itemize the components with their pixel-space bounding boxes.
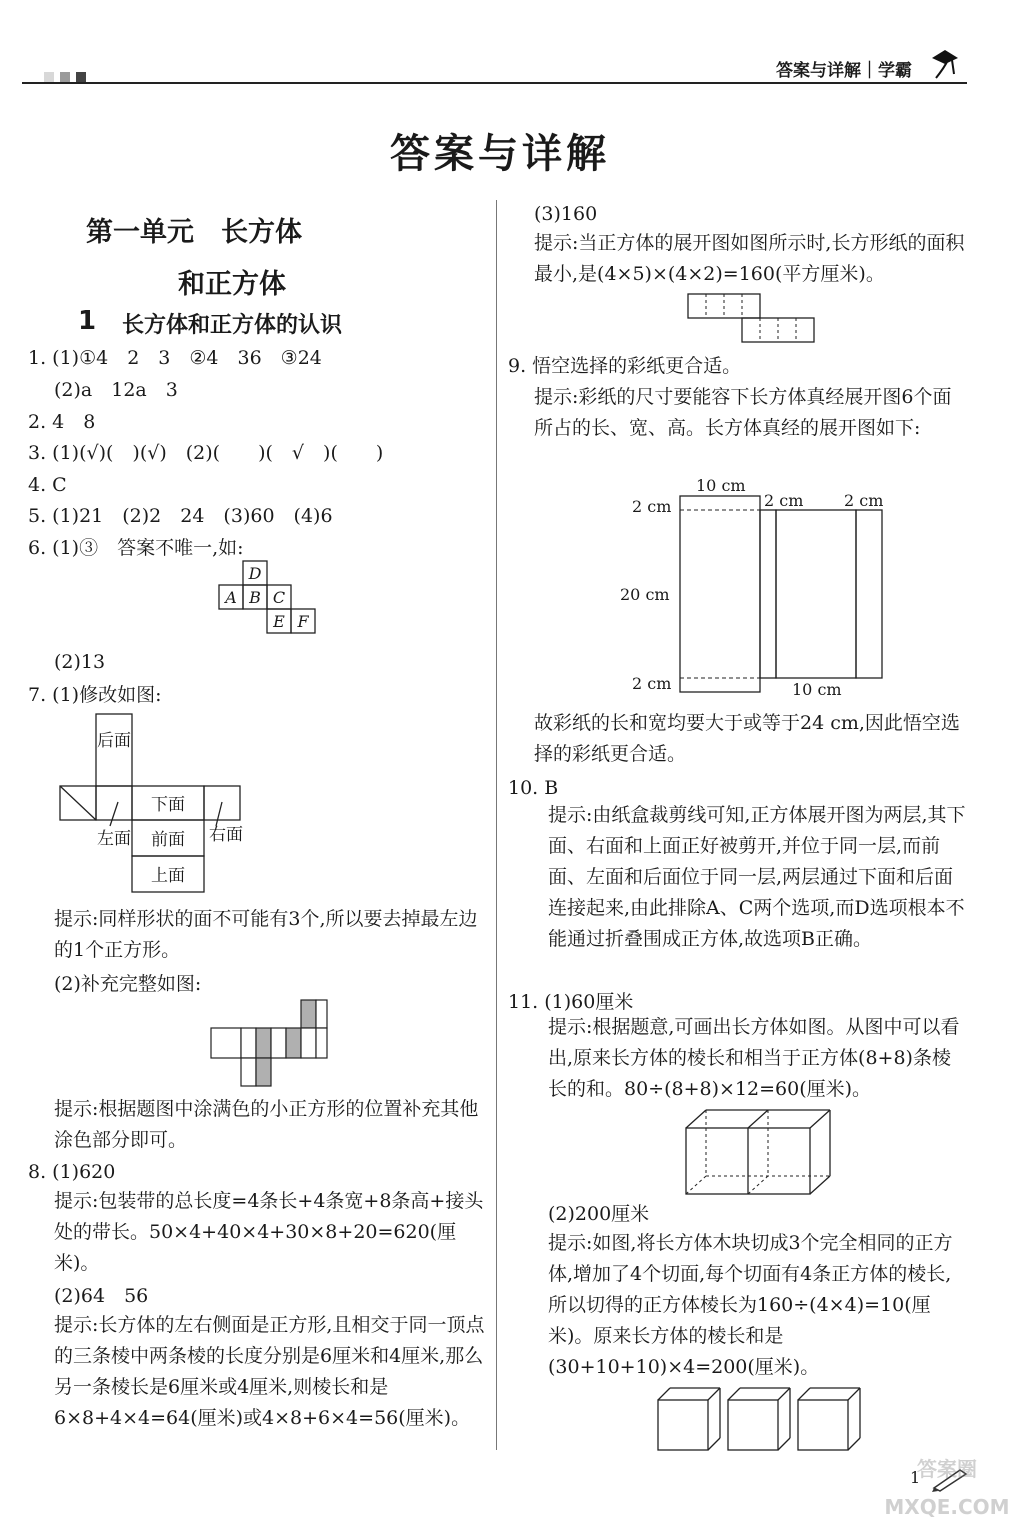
page-number: 1 <box>910 1468 921 1487</box>
net-label-e: E <box>273 612 285 631</box>
box-net-diagram <box>612 474 892 704</box>
net-label-a: A <box>225 588 237 607</box>
conclusion-9: 故彩纸的长和宽均要大于或等于24 cm,因此悟空选择的彩纸更合适。 <box>534 712 960 765</box>
answer-8-3: (3)160 <box>534 203 598 225</box>
header-square-3 <box>76 72 86 82</box>
net-label-b: B <box>249 588 261 607</box>
net7-right-label: 右面 <box>209 825 243 845</box>
header-square-2 <box>60 72 70 82</box>
net-label-d: D <box>248 564 262 583</box>
answer-2: 2. 4 8 <box>28 411 96 433</box>
answer-7-1: 7. (1)修改如图: <box>28 684 162 706</box>
three-cubes-figure <box>654 1386 868 1452</box>
label-left-top: 2 cm <box>632 497 672 516</box>
net7-back-label-line2 <box>0 0 1 1</box>
cuboid-figure <box>682 1106 834 1198</box>
column-divider <box>496 200 497 1450</box>
label-left-height: 20 cm <box>620 585 670 604</box>
header-rule <box>22 82 967 84</box>
hint-9: 提示:彩纸的尺寸要能容下长方体真经展开图6个面所占的长、宽、高。长方体真经的展开图如下: <box>534 386 952 439</box>
label-top-width: 10 cm <box>696 476 746 495</box>
rectangle-net-figure <box>686 292 818 344</box>
answer-3: 3. (1)(√)( )(√) (2)( )( √ )( ) <box>28 442 384 464</box>
net7-bottom-label: 下面 <box>151 795 185 815</box>
label-mid-left: 2 cm <box>764 491 804 510</box>
hint-7-1: 提示:同样形状的面不可能有3个,所以要去掉最左边的1个正方形。 <box>54 908 478 961</box>
answer-11-1: 11. (1)60厘米 <box>508 991 634 1013</box>
label-left-bottom: 2 cm <box>632 674 672 693</box>
answer-11-2: (2)200厘米 <box>548 1203 650 1225</box>
answer-5: 5. (1)21 (2)2 24 (3)60 (4)6 <box>28 505 333 527</box>
unit-title-line-2: 和正方体 <box>178 269 286 300</box>
watermark: 答案圈 MXQE.COM <box>884 1457 1010 1519</box>
answer-6-1: 6. (1)③ 答案不唯一,如: <box>28 537 244 559</box>
page-title: 答案与详解 <box>390 131 610 177</box>
label-bottom-width: 10 cm <box>792 680 842 699</box>
hint-7-2: 提示:根据题图中涂满色的小正方形的位置补充其他涂色部分即可。 <box>54 1098 479 1151</box>
net7-back-label: 后面 <box>97 731 131 751</box>
answer-9: 9. 悟空选择的彩纸更合适。 <box>508 355 742 377</box>
hint-11-2: 提示:如图,将长方体木块切成3个完全相同的正方体,增加了4个切面,每个切面有4条正方体的棱长,所以切得的正方体棱长为160÷(4×4)=10(厘米)。原来长方体的棱长和是(30+10+10)×4=200(厘米)。 <box>548 1232 953 1378</box>
hint-11-1: 提示:根据题意,可画出长方体如图。从图中可以看出,原来长方体的棱长和相当于正方体(8+8)条棱长的和。80÷(8+8)×12=60(厘米)。 <box>548 1016 960 1100</box>
header-square-1 <box>44 72 54 82</box>
answer-10: 10. B <box>508 777 559 799</box>
net-label-c: C <box>272 588 286 607</box>
unit-title-line-1: 第一单元 长方体 <box>86 217 302 248</box>
answer-1-2: (2)a 12a 3 <box>54 379 178 401</box>
graduation-cap-icon <box>930 44 960 82</box>
net7-front-label: 前面 <box>151 830 185 850</box>
cube-net-figure-6 <box>214 560 324 640</box>
cube-net-figure-7 <box>56 712 256 896</box>
section-number: 1 <box>78 306 97 336</box>
answer-1-1: 1. (1)①4 2 3 ②4 36 ③24 <box>28 347 322 369</box>
net7-left-label: 左面 <box>97 829 131 849</box>
answer-6-2: (2)13 <box>54 651 106 673</box>
hint-8-1: 提示:包装带的总长度=4条长+4条宽+8条高+接头处的带长。50×4+40×4+30×8+20=620(厘米)。 <box>54 1190 484 1274</box>
answer-8-2: (2)64 56 <box>54 1285 149 1307</box>
label-mid-right: 2 cm <box>844 491 884 510</box>
net-label-f: F <box>297 612 309 631</box>
section-title: 长方体和正方体的认识 <box>122 313 343 338</box>
shaded-net-figure <box>210 998 330 1090</box>
hint-8-3: 提示:当正方体的展开图如图所示时,长方形纸的面积最小,是(4×5)×(4×2)=160(平方厘米)。 <box>534 232 965 285</box>
hint-8-2: 提示:长方体的左右侧面是正方形,且相交于同一顶点的三条棱中两条棱的长度分别是6厘米和4厘米,那么另一条棱长是6厘米或4厘米,则棱长和是6×8+4×4=64(厘米)或4×8+6×4=56(厘米)。 <box>54 1314 485 1429</box>
answer-8-1: 8. (1)620 <box>28 1161 116 1183</box>
header-label: 答案与详解｜学霸 <box>776 61 912 81</box>
answer-7-2: (2)补充完整如图: <box>54 973 202 995</box>
answer-4: 4. C <box>28 474 67 496</box>
net7-top-label: 上面 <box>151 866 185 886</box>
hint-10: 提示:由纸盒裁剪线可知,正方体展开图为两层,其下面、右面和上面正好被剪开,并位于同一层,而前面、左面和后面位于同一层,两层通过下面和后面连接起来,由此排除A、C两个选项,而D选项根本不能通过折叠围成正方体,故选项B正确。 <box>548 804 966 950</box>
